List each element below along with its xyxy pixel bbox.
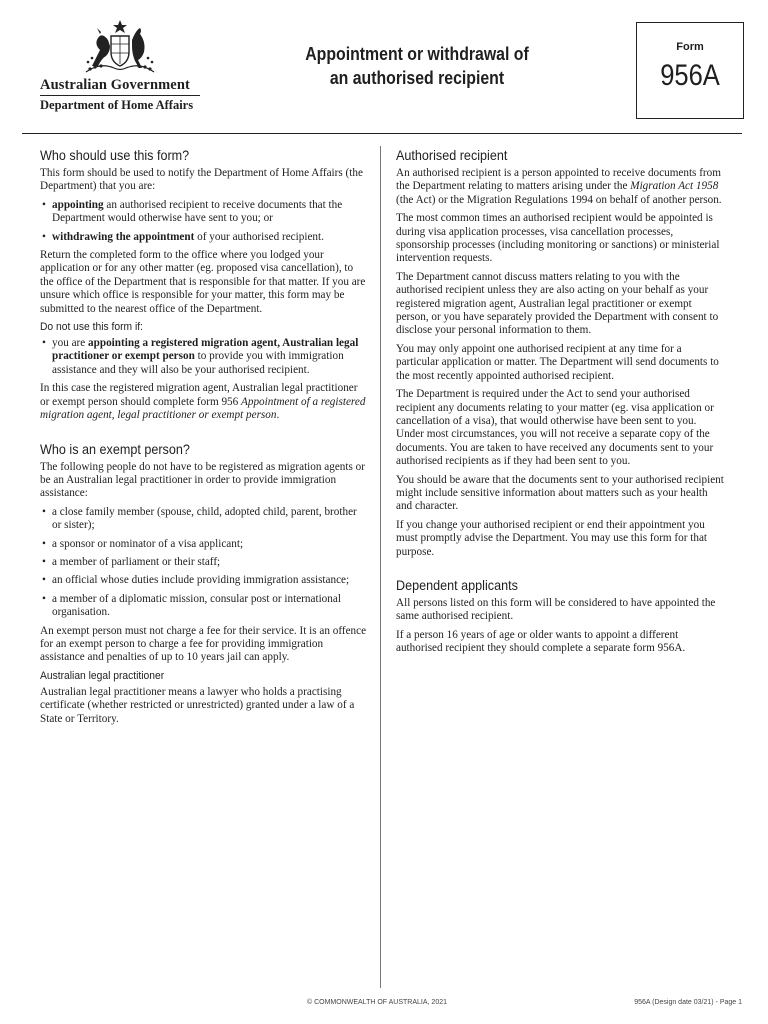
copyright-notice: © COMMONWEALTH OF AUSTRALIA, 2021 [307, 999, 447, 1006]
form-number-box [636, 22, 744, 119]
who-use-intro: This form should be used to notify the Department of Home Affairs (the Department) that you are: [40, 167, 363, 193]
heading-dependent-applicants: Dependent applicants [396, 576, 518, 593]
authorised-p1 [396, 167, 724, 207]
heading-exempt-person: Who is an exempt person? [40, 440, 190, 457]
logo-divider [40, 95, 200, 96]
exempt-intro: The following people do not have to be registered as migration agents or be an Australian legal practitioner in order to provide immigration assistance: [40, 460, 365, 500]
right-column [396, 147, 724, 661]
heading-do-not-use: Do not use this form if: [40, 321, 143, 334]
return-instructions: Return the completed form to the office where you lodged your application or for any other matter (eg. proposed visa cancellation), to the office of the Department that is responsible for that matter. If you are unsure which office is responsible for your matter, this form may be submitted to the nearest office of the Department. [40, 249, 366, 315]
p1-text-end: (the Act) or the Migration Regulations 1994 on behalf of another person. [396, 193, 722, 206]
form-title [281, 42, 554, 90]
coat-of-arms-icon [80, 18, 160, 78]
page-header [0, 0, 768, 134]
case-end: . [276, 409, 280, 422]
list-item: • a sponsor or nominator of a visa applicant; [40, 538, 368, 551]
authorised-p2: The most common times an authorised recipient would be appointed is during visa application processes, visa cancellation processes, sponsorship processes (including monitoring or sanctions) or ministerial intervention requests. [396, 212, 720, 265]
department-name: Department of Home Affairs [40, 98, 194, 112]
authorised-p4: You may only appoint one authorised recipient at any time for a particular application or matter. The Department will send documents to the most recently appointed authorised recipient. [396, 342, 719, 382]
do-not-use-case [40, 382, 368, 422]
government-name: Australian Government [40, 77, 190, 93]
bold-text: withdrawing the appointment [52, 230, 195, 243]
item-text: you are [52, 337, 89, 350]
item-text: of your authorised recipient. [194, 230, 324, 243]
page-info: 956A (Design date 03/21) - Page 1 [634, 999, 742, 1006]
dependent-p2: If a person 16 years of age or older wants to appoint a different authorised recipient they should complete a separate form 956A. [396, 628, 686, 655]
form-title-line-1: Appointment or withdrawal of [305, 44, 529, 64]
left-column [40, 147, 368, 731]
case-text: In this case the registered migration agent, Australian legal practitioner or exempt person should complete form 956 [40, 382, 358, 408]
list-item: • a member of a diplomatic mission, consular post or international organisation. [40, 593, 368, 620]
header-divider [22, 133, 742, 134]
authorised-p7: If you change your authorised recipient or end their appointment you must promptly advise the Department. You may use this form for that purpose. [396, 518, 708, 558]
column-divider [380, 146, 381, 988]
dependent-section [396, 577, 724, 656]
form-number: 956A [660, 59, 720, 92]
dependent-p1: All persons listed on this form will be considered to have appointed the same authorised recipient. [396, 596, 716, 623]
p1-text: An authorised recipient is a person appointed to receive documents from the Department relating to matters arising under the [396, 167, 721, 193]
heading-legal-practitioner: Australian legal practitioner [40, 669, 165, 682]
exempt-section [40, 441, 368, 727]
list-item: • a member of parliament or their staff; [40, 556, 368, 569]
act-title: Migration Act 1958 [630, 180, 719, 193]
bold-text: appointing a registered migration agent, Australian legal practitioner or exempt person [52, 337, 359, 363]
authorised-p3: The Department cannot discuss matters relating to you with the authorised recipient unless they are also acting on your behalf as your registered migration agent, Australian legal practitioner or exempt person, or you have separately provided the Department with consent to disclose your personal information to them. [396, 270, 719, 337]
list-item [40, 337, 368, 377]
item-text: to provide you with immigration assistance and they will also be your authorised recipient. [52, 350, 344, 376]
form-label: Form [676, 41, 704, 53]
exempt-fee-text: An exempt person must not charge a fee for their service. It is an offence for an exempt person to charge a fee for providing immigration assistance and penalties of up to 10 years jail can apply. [40, 624, 367, 664]
list-item [40, 231, 368, 244]
list-item: • an official whose duties include providing immigration assistance; [40, 574, 368, 587]
do-not-use-list [40, 337, 368, 377]
form-956-title: Appointment of a registered migration agent, legal practitioner or exempt person [40, 395, 366, 422]
legal-practitioner-text: Australian legal practitioner means a lawyer who holds a practising certificate (whether restricted or unrestricted) granted under a law of a State or Territory. [40, 685, 355, 725]
heading-authorised-recipient: Authorised recipient [396, 147, 508, 163]
exempt-list [40, 506, 368, 620]
form-title-line-2: an authorised recipient [329, 68, 505, 88]
list-item: • a close family member (spouse, child, adopted child, parent, brother or sister); [40, 506, 368, 533]
authorised-p6: You should be aware that the documents sent to your authorised recipient might include sensitive information about matters such as your health and character. [396, 473, 724, 513]
heading-who-should-use: Who should use this form? [40, 147, 190, 163]
bold-text: appointing [52, 198, 104, 211]
who-use-list [40, 199, 368, 244]
authorised-p5: The Department is required under the Act to send your authorised recipient any documents relating to your matter (eg. visa application or cancellation of a visa), that would otherwise have been sent to you. Under most circumstances, you will not receive a separate copy of the documents. You are taken to have received any documents sent to your authorised recipients as if they had been sent to you. [396, 388, 714, 468]
item-text: an authorised recipient to receive documents that the Department would otherwise have sent to you; or [52, 198, 343, 225]
list-item [40, 199, 368, 226]
